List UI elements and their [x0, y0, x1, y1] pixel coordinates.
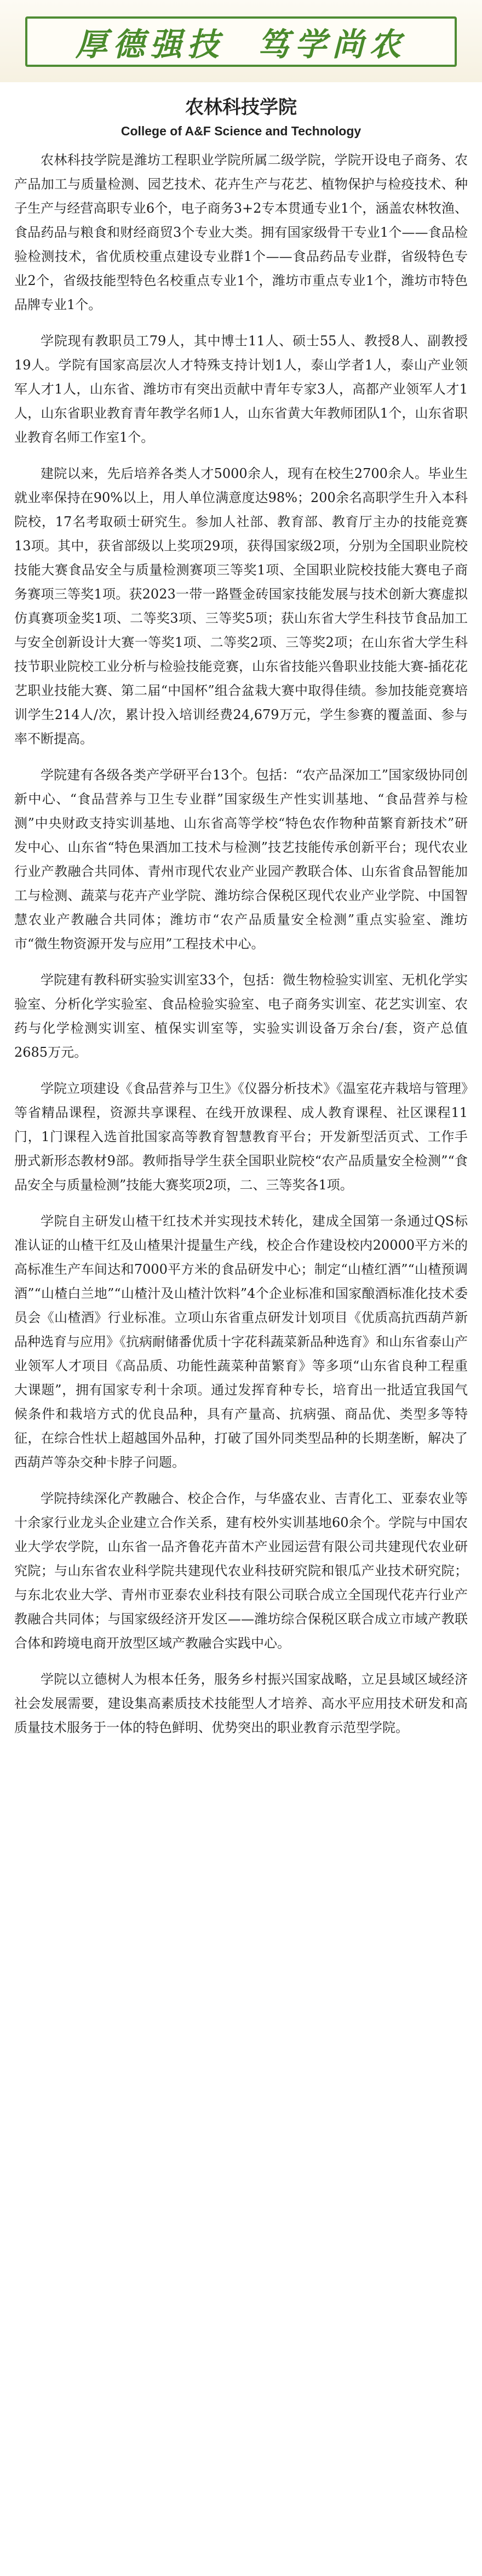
article-body — [14, 148, 468, 1752]
slogan-frame — [25, 16, 457, 67]
paragraph-mission: 学院以立德树人为根本任务，服务乡村振兴国家战略，立足县域区域经济社会发展需要，建设集高素质技术技能型人才培养、高水平应用技术研发和高质量技术服务于一体的特色鲜明、优势突出的职业教育示范型学院。 — [14, 1672, 468, 1735]
paragraph-courses: 学院立项建设《食品营养与卫生》《仪器分析技术》《温室花卉栽培与管理》等省精品课程，资源共享课程、在线开放课程、成人教育课程、社区课程11门，1门课程入选首批国家高等教育智慧教育平台；开发新型活页式、工作手册式新形态教材9部。教师指导学生获全国职业院校“农产品质量安全检测”“食品安全与质量检测”技能大赛奖项2项，二、三等奖各1项。 — [14, 1081, 468, 1193]
paragraph-overview: 农林科技学院是潍坊工程职业学院所属二级学院，学院开设电子商务、农产品加工与质量检测、园艺技术、花卉生产与花艺、植物保护与检疫技术、种子生产与经营高职专业6个，电子商务3+2专本贯通专业1个，涵盖农林牧渔、食品药品与粮食和财经商贸3个专业大类。拥有国家级骨干专业1个——食品检验检测技术，省优质校重点建设专业群1个——食品药品专业群，省级特色专业2个，省级技能型特色名校重点专业1个，潍坊市重点专业1个，潍坊市特色品牌专业1个。 — [14, 152, 468, 312]
paragraph-students-awards: 建院以来，先后培养各类人才5000余人，现有在校生2700余人。毕业生就业率保持在90%以上，用人单位满意度达98%；200余名高职学生升入本科院校，17名考取硕士研究生。参加人社部、教育部、教育厅主办的技能竞赛13项。其中，获省部级以上奖项29项，获得国家级2项，分别为全国职业院校技能大赛食品安全与质量检测赛项三等奖1项、全国职业院校技能大赛电子商务赛项三等奖1项。获2023一带一路暨金砖国家技能发展与技术创新大赛虚拟仿真赛项金奖1项、二等奖3项、三等奖5项；获山东省大学生科技节食品加工与安全创新设计大赛一等奖1项、二等奖2项、三等奖2项；在山东省大学生科技节职业院校工业分析与检验技能竞赛，山东省技能兴鲁职业技能大赛-插花花艺职业技能大赛、第二届“中国杯”组合盆栽大赛中取得佳绩。参加技能竞赛培训学生214人/次，累计投入培训经费24,679万元，学生参赛的覆盖面、参与率不断提高。 — [14, 466, 468, 746]
paragraph-research: 学院自主研发山楂干红技术并实现技术转化，建成全国第一条通过QS标准认证的山楂干红及山楂果汁提量生产线，校企合作建设校内20000平方米的高标准生产车间达和7000平方米的食品研发中心；制定“山楂红酒”“山楂预调酒”“山楂白兰地”“山楂汁及山楂汁饮料”4个企业标准和国家酿酒标准化技术委员会《山楂酒》行业标准。立项山东省重点研发计划项目《优质高抗西葫芦新品种选育与应用》《抗病耐储番优质十字花科蔬菜新品种选育》和山东省泰山产业领军人才项目《高品质、功能性蔬菜种苗繁育》等多项“山东省良种工程重大课题”，拥有国家专利十余项。通过发挥育种专长，培育出一批适宜我国气候条件和栽培方式的优良品种，具有产量高、抗病强、商品优、类型多等特征，在综合性状上超越国外品种，打破了国外同类型品种的长期垄断，解决了西葫芦等杂交种卡脖子问题。 — [14, 1213, 468, 1470]
college-title-english: College of A&F Science and Technology — [120, 124, 362, 138]
paragraph-labs: 学院建有教科研实验实训室33个，包括：微生物检验实训室、无机化学实验室、分析化学实验室、食品检验实验室、电子商务实训室、花艺实训室、农药与化学检测实训室、植保实训室等，实验实训设备万余台/套，资产总值2685万元。 — [14, 972, 468, 1060]
paragraph-faculty: 学院现有教职员工79人，其中博士11人、硕士55人、教授8人、副教授19人。学院有国家高层次人才特殊支持计划1人，泰山学者1人，泰山产业领军人才1人，山东省、潍坊市有突出贡献中青年专家3人，高都产业领军人才1人，山东省职业教育青年教学名师1人，山东省黄大年教师团队1个，山东省职业教育名师工作室1个。 — [14, 333, 468, 445]
paragraph-cooperation: 学院持续深化产教融合、校企合作，与华盛农业、吉青化工、亚泰农业等十余家行业龙头企业建立合作关系，建有校外实训基地60余个。学院与中国农业大学农学院，山东省一品齐鲁花卉苗木产业园运营有限公司共建现代农业研究院；与山东省农业科学院共建现代农业科技研究院和银瓜产业技术研究院；与东北农业大学、青州市亚泰农业科技有限公司联合成立全国现代花卉行业产教融合共同体；与国家级经济开发区——潍坊综合保税区联合成立市域产教联合体和跨境电商开放型区域产教融合实践中心。 — [14, 1491, 468, 1651]
slogan-text: 厚德强技 笃学尚农 — [75, 26, 407, 63]
header-banner — [0, 0, 482, 82]
college-title-chinese: 农林科技学院 — [185, 96, 297, 118]
paragraph-platforms: 学院建有各级各类产学研平台13个。包括：“农产品深加工”国家级协同创新中心、“食品营养与卫生专业群”国家级生产性实训基地、“食品营养与检测”中央财政支持实训基地、山东省高等学校“特色农作物种苗繁育新技术”研发中心、山东省“特色果酒加工技术与检测”技艺技能传承创新平台；现代农业行业产教融合共同体、青州市现代农业产业园产教联合体、山东省食品智能加工与检测、蔬菜与花卉产业学院、潍坊综合保税区现代农业产业学院、中国智慧农业产教融合共同体；潍坊市“农产品质量安全检测”重点实验室、潍坊市“微生物资源开发与应用”工程技术中心。 — [14, 767, 468, 951]
